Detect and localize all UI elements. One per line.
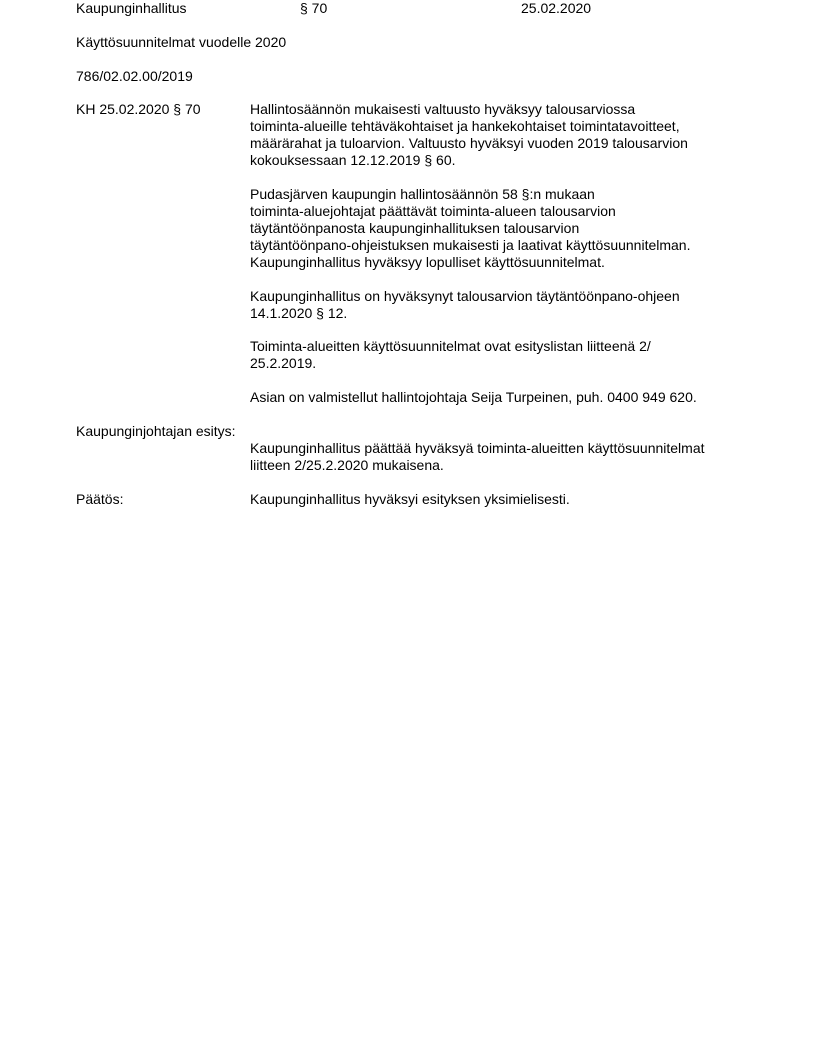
body-paragraph-5 (250, 389, 750, 406)
decision-label: Päätös: (76, 491, 124, 507)
meeting-reference: KH 25.02.2020 § 70 (76, 101, 201, 117)
body-paragraph-1 (250, 101, 750, 169)
body-paragraph-2 (250, 186, 750, 271)
body-paragraph-3 (250, 288, 750, 322)
paragraph-text: Hallintosäännön mukaisesti valtuusto hyväksyy talousarviossa toiminta-alueille tehtäväkohtaiset ja hankekohtaiset toimintatavoitteet, määrärahat ja tuloarvion. Valtuusto hyväksyi vuoden 2019 talousarvion kokouksessaan 12.12.2019 § 60. (250, 101, 688, 168)
proposal-text: Kaupunginhallitus päättää hyväksyä toiminta-alueitten käyttösuunnitelmat liitteen 2/25.2.2020 mukaisena. (250, 440, 705, 473)
decision-text: Kaupunginhallitus hyväksyi esityksen yksimielisesti. (250, 491, 570, 507)
paragraph-text: Pudasjärven kaupungin hallintosäännön 58 §:n mukaan toiminta-aluejohtajat päättävät toiminta-alueen talousarvion täytäntöönpanosta kaupunginhallituksen talousarvion täytäntöönpano-ohjeistuksen mukaisesti ja laativat käyttösuunnitelman. Kaupunginhallitus hyväksyy lopulliset käyttösuunnitelmat. (250, 186, 691, 270)
paragraph-text: Toiminta-alueitten käyttösuunnitelmat ovat esityslistan liitteenä 2/ 25.2.2019. (250, 338, 651, 371)
header-date: 25.02.2020 (521, 0, 592, 16)
header-section: § 70 (300, 0, 328, 16)
paragraph-text: Asian on valmistellut hallintojohtaja Seija Turpeinen, puh. 0400 949 620. (250, 389, 697, 405)
case-number: 786/02.02.00/2019 (76, 68, 193, 84)
proposal-block (250, 440, 750, 474)
proposal-label: Kaupunginjohtajan esitys: (76, 423, 236, 439)
header-body: Kaupunginhallitus (76, 0, 187, 16)
paragraph-text: Kaupunginhallitus on hyväksynyt talousarvion täytäntöönpano-ohjeen 14.1.2020 § 12. (250, 288, 680, 321)
document-subject: Käyttösuunnitelmat vuodelle 2020 (76, 34, 287, 50)
body-paragraph-4 (250, 338, 750, 372)
decision-block (250, 491, 750, 508)
